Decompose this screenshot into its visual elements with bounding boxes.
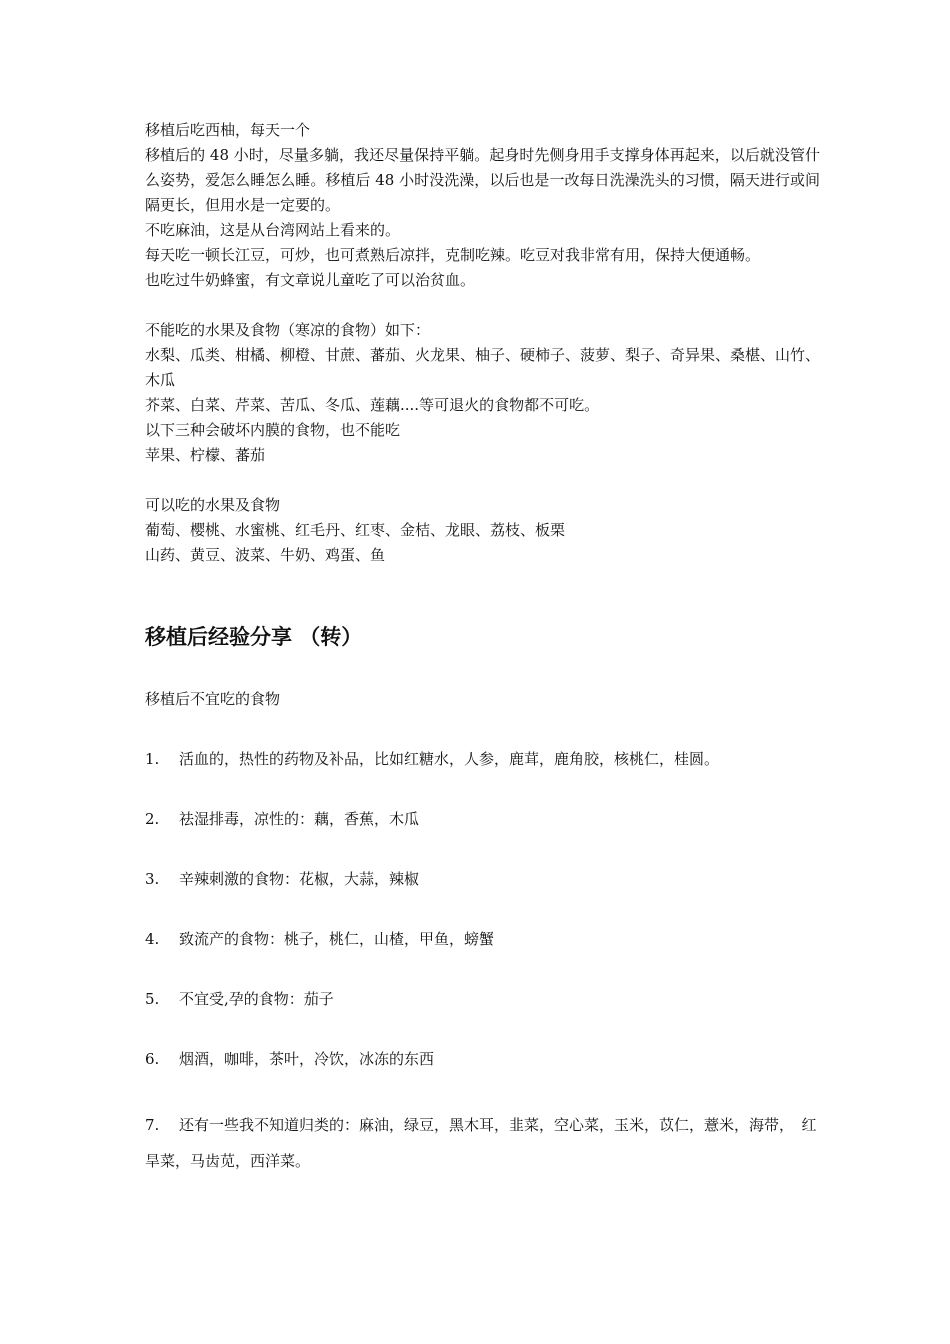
forbidden-title: 不能吃的水果及食物（寒凉的食物）如下： (145, 321, 431, 339)
allowed-foods: 山药、黄豆、波菜、牛奶、鸡蛋、鱼 (145, 546, 386, 564)
forbidden-vegetables: 芥菜、白菜、芹菜、苦瓜、冬瓜、莲藕....等可退火的食物都不可吃。 (145, 396, 600, 414)
list-item-number: 4. (145, 930, 160, 948)
list-item-number: 5. (145, 990, 160, 1008)
spacer (145, 772, 820, 807)
membrane-items: 苹果、柠檬、蕃茄 (145, 446, 266, 464)
list-item (145, 1107, 820, 1179)
list-item-number: 2. (145, 810, 160, 828)
allowed-title: 可以吃的水果及食物 (145, 496, 281, 514)
intro-paragraph-rest: 移植后的 48 小时，尽量多躺，我还尽量保持平躺。起身时先侧身用手支撑身体再起来，以后就没管什么姿势，爱怎么睡怎么睡。移植后 48 小时没洗澡，以后也是一改每日洗澡洗头的习惯，隔天进行或间隔更长，但用水是一定要的。 (145, 146, 820, 214)
forbidden-fruits: 水梨、瓜类、柑橘、柳橙、甘蔗、蕃茄、火龙果、柚子、硬柿子、菠萝、梨子、奇异果、桑椹、山竹、木瓜 (145, 346, 821, 389)
spacer (145, 1012, 820, 1047)
spacer (145, 712, 820, 747)
spacer (145, 468, 820, 493)
list-item-number: 3. (145, 870, 160, 888)
list-item-text: 还有一些我不知道归类的：麻油，绿豆，黑木耳，韭菜，空心菜，玉米，苡仁，薏米，海带， 红旱菜，马齿苋，西洋菜。 (145, 1116, 817, 1170)
intro-line-sesame-oil: 不吃麻油，这是从台湾网站上看来的。 (145, 221, 401, 239)
spacer (145, 832, 820, 867)
list-item (145, 747, 820, 772)
document-page (145, 118, 820, 1179)
list-item-text: 不宜受,孕的食物：茄子 (179, 990, 334, 1008)
list-item (145, 987, 820, 1012)
section-subtitle: 移植后不宜吃的食物 (145, 690, 281, 708)
list-item-text: 活血的，热性的药物及补品，比如红糖水，人参，鹿茸，鹿角胶，核桃仁，桂圆。 (179, 750, 720, 768)
list-item-text: 烟酒，咖啡，茶叶，冷饮，冰冻的东西 (179, 1050, 435, 1068)
list-item-number: 1. (145, 750, 160, 768)
allowed-fruits: 葡萄、樱桃、水蜜桃、红毛丹、红枣、金桔、龙眼、荔枝、板栗 (145, 521, 566, 539)
list-item-number: 7. (145, 1116, 160, 1134)
list-item-text: 致流产的食物：桃子，桃仁，山楂，甲鱼，螃蟹 (179, 930, 495, 948)
list-item-number: 6. (145, 1050, 160, 1068)
list-item-text: 祛湿排毒，凉性的：藕，香蕉，木瓜 (179, 810, 420, 828)
intro-line-milk-honey: 也吃过牛奶蜂蜜，有文章说儿童吃了可以治贫血。 (145, 271, 476, 289)
spacer (145, 892, 820, 927)
membrane-title: 以下三种会破坏内膜的食物，也不能吃 (145, 421, 401, 439)
list-item-text: 辛辣刺激的食物：花椒，大蒜，辣椒 (179, 870, 420, 888)
spacer (145, 293, 820, 318)
intro-line-grapefruit: 移植后吃西柚，每天一个 (145, 121, 311, 139)
spacer (145, 1072, 820, 1107)
section-heading: 移植后经验分享 （转） (145, 625, 363, 649)
list-item (145, 1047, 820, 1072)
spacer (145, 652, 820, 687)
spacer (145, 952, 820, 987)
list-item (145, 807, 820, 832)
intro-line-beans: 每天吃一顿长江豆，可炒，也可煮熟后凉拌，克制吃辣。吃豆对我非常有用，保持大便通畅。 (145, 246, 761, 264)
list-item (145, 927, 820, 952)
list-item (145, 867, 820, 892)
spacer (145, 568, 820, 622)
